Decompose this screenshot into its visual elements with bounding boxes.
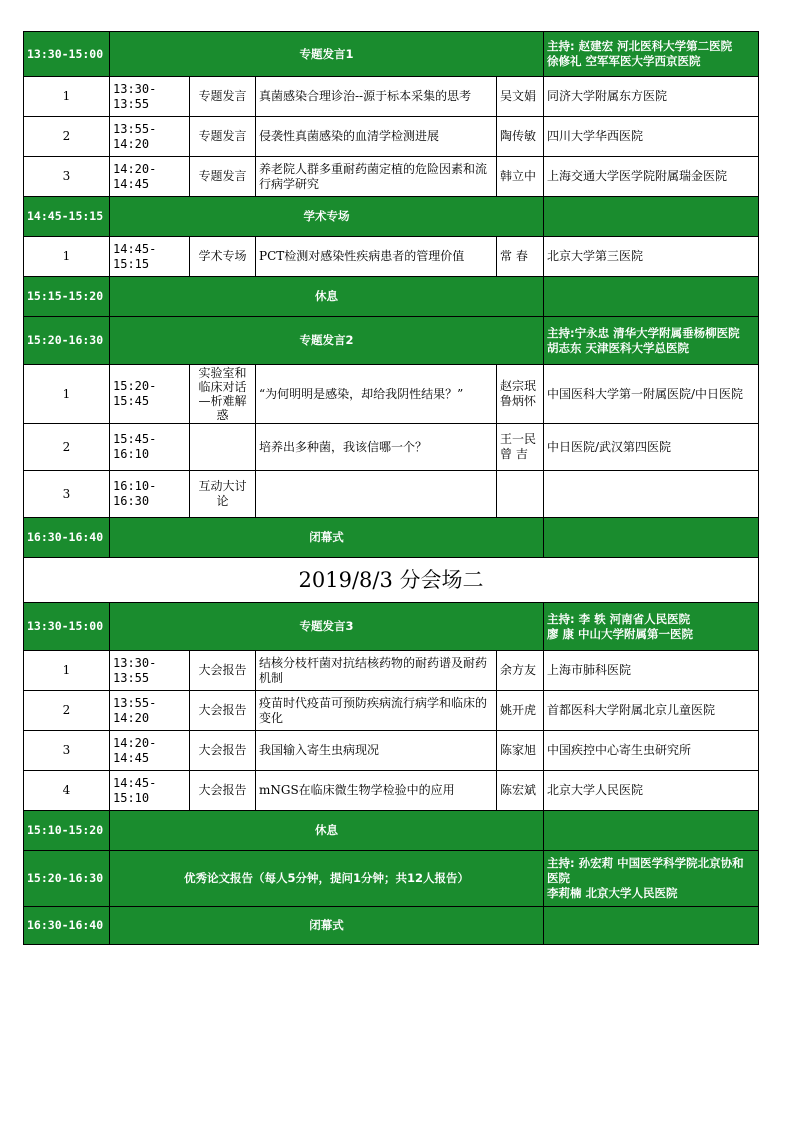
band-title: 专题发言3 <box>110 603 544 651</box>
row-topic: 侵袭性真菌感染的血清学检测进展 <box>256 117 497 157</box>
row-time: 13:55-14:20 <box>110 691 190 731</box>
row-time: 16:10-16:30 <box>110 471 190 518</box>
table-row <box>24 731 759 771</box>
schedule-table <box>23 31 759 945</box>
row-speaker: 王一民 曾 吉 <box>497 424 544 471</box>
session-band <box>24 197 759 237</box>
chair-line: 胡志东 天津医科大学总医院 <box>547 340 690 355</box>
row-number: 3 <box>24 157 110 197</box>
row-topic: 养老院人群多重耐药菌定植的危险因素和流行病学研究 <box>256 157 497 197</box>
band-time: 14:45-15:15 <box>24 197 110 237</box>
row-topic: “为何明明是感染，却给我阴性结果？” <box>256 365 497 424</box>
table-row <box>24 117 759 157</box>
band-chair <box>544 317 759 365</box>
row-type: 大会报告 <box>190 691 256 731</box>
chair-line: 主持: 赵建宏 河北医科大学第二医院 <box>547 39 733 53</box>
row-topic: 培养出多种菌，我该信哪一个？ <box>256 424 497 471</box>
band-time: 13:30-15:00 <box>24 603 110 651</box>
row-org: 上海交通大学医学院附属瑞金医院 <box>544 157 759 197</box>
session-band <box>24 518 759 558</box>
row-number: 3 <box>24 471 110 518</box>
row-org: 中国疾控中心寄生虫研究所 <box>544 731 759 771</box>
row-number: 1 <box>24 365 110 424</box>
row-number: 2 <box>24 117 110 157</box>
band-time: 15:10-15:20 <box>24 811 110 851</box>
row-number: 2 <box>24 691 110 731</box>
row-speaker: 陈宏斌 <box>497 771 544 811</box>
row-type: 大会报告 <box>190 731 256 771</box>
band-time: 15:20-16:30 <box>24 851 110 907</box>
band-chair <box>544 197 759 237</box>
table-row <box>24 237 759 277</box>
band-chair <box>544 811 759 851</box>
row-type: 专题发言 <box>190 157 256 197</box>
row-topic: 结核分枝杆菌对抗结核药物的耐药谱及耐药机制 <box>256 651 497 691</box>
row-topic: 真菌感染合理诊治--源于标本采集的思考 <box>256 77 497 117</box>
row-speaker: 余方友 <box>497 651 544 691</box>
row-type: 实验室和临床对话—析难解惑 <box>190 365 256 424</box>
table-row <box>24 77 759 117</box>
row-number: 1 <box>24 77 110 117</box>
session-band <box>24 811 759 851</box>
row-number: 2 <box>24 424 110 471</box>
table-row <box>24 771 759 811</box>
chair-line: 廖 康 中山大学附属第一医院 <box>547 626 694 641</box>
row-topic: 疫苗时代疫苗可预防疾病流行病学和临床的变化 <box>256 691 497 731</box>
table-row <box>24 157 759 197</box>
row-org: 上海市肺科医院 <box>544 651 759 691</box>
band-time: 15:20-16:30 <box>24 317 110 365</box>
session-band <box>24 851 759 907</box>
band-title: 专题发言1 <box>110 32 544 77</box>
row-topic <box>256 471 497 518</box>
chair-line: 主持:宁永忠 清华大学附属垂杨柳医院 <box>547 325 740 340</box>
row-topic: mNGS在临床微生物学检验中的应用 <box>256 771 497 811</box>
row-org <box>544 471 759 518</box>
row-speaker: 常 春 <box>497 237 544 277</box>
row-number: 1 <box>24 651 110 691</box>
band-chair <box>544 277 759 317</box>
band-chair <box>544 851 759 907</box>
date-heading: 2019/8/3 分会场二 <box>24 558 759 603</box>
band-title: 学术专场 <box>110 197 544 237</box>
row-org: 中国医科大学第一附属医院/中日医院 <box>544 365 759 424</box>
band-title: 闭幕式 <box>110 907 544 945</box>
session-band <box>24 32 759 77</box>
band-title: 休息 <box>110 277 544 317</box>
row-time: 13:30-13:55 <box>110 77 190 117</box>
row-org: 北京大学第三医院 <box>544 237 759 277</box>
row-org: 北京大学人民医院 <box>544 771 759 811</box>
band-time: 15:15-15:20 <box>24 277 110 317</box>
band-time: 16:30-16:40 <box>24 518 110 558</box>
row-org: 四川大学华西医院 <box>544 117 759 157</box>
row-org: 首都医科大学附属北京儿童医院 <box>544 691 759 731</box>
band-title: 专题发言2 <box>110 317 544 365</box>
chair-line: 主持: 李 轶 河南省人民医院 <box>547 611 691 626</box>
row-speaker: 陶传敏 <box>497 117 544 157</box>
row-time: 13:30-13:55 <box>110 651 190 691</box>
row-topic: 我国输入寄生虫病现况 <box>256 731 497 771</box>
session-band <box>24 907 759 945</box>
row-type: 大会报告 <box>190 651 256 691</box>
table-row <box>24 651 759 691</box>
row-type: 专题发言 <box>190 77 256 117</box>
row-speaker: 姚开虎 <box>497 691 544 731</box>
table-row <box>24 424 759 471</box>
row-org: 同济大学附属东方医院 <box>544 77 759 117</box>
band-title: 休息 <box>110 811 544 851</box>
row-time: 14:45-15:10 <box>110 771 190 811</box>
band-time: 16:30-16:40 <box>24 907 110 945</box>
chair-line: 李莉楠 北京大学人民医院 <box>547 886 678 900</box>
row-time: 15:45-16:10 <box>110 424 190 471</box>
row-number: 3 <box>24 731 110 771</box>
row-time: 15:20-15:45 <box>110 365 190 424</box>
band-chair <box>544 907 759 945</box>
row-type: 专题发言 <box>190 117 256 157</box>
band-time: 13:30-15:00 <box>24 32 110 77</box>
row-type: 互动大讨论 <box>190 471 256 518</box>
row-type: 学术专场 <box>190 237 256 277</box>
band-title: 闭幕式 <box>110 518 544 558</box>
session-band <box>24 277 759 317</box>
row-org: 中日医院/武汉第四医院 <box>544 424 759 471</box>
row-speaker: 赵宗珉 鲁炳怀 <box>497 365 544 424</box>
chair-line: 主持: 孙宏莉 中国医学科学院北京协和医院 <box>547 856 744 885</box>
row-topic: PCT检测对感染性疾病患者的管理价值 <box>256 237 497 277</box>
row-speaker: 韩立中 <box>497 157 544 197</box>
date-heading-row <box>24 558 759 603</box>
row-type: 大会报告 <box>190 771 256 811</box>
row-speaker: 陈家旭 <box>497 731 544 771</box>
row-speaker: 吴文娟 <box>497 77 544 117</box>
row-number: 4 <box>24 771 110 811</box>
band-chair <box>544 32 759 77</box>
row-speaker <box>497 471 544 518</box>
band-chair <box>544 603 759 651</box>
table-row <box>24 691 759 731</box>
row-number: 1 <box>24 237 110 277</box>
row-type <box>190 424 256 471</box>
session-band <box>24 317 759 365</box>
row-time: 14:20-14:45 <box>110 731 190 771</box>
table-row <box>24 471 759 518</box>
row-time: 14:45-15:15 <box>110 237 190 277</box>
band-chair <box>544 518 759 558</box>
chair-line: 徐修礼 空军军医大学西京医院 <box>547 54 701 68</box>
row-time: 14:20-14:45 <box>110 157 190 197</box>
row-time: 13:55-14:20 <box>110 117 190 157</box>
band-title: 优秀论文报告（每人5分钟，提问1分钟；共12人报告） <box>110 851 544 907</box>
session-band <box>24 603 759 651</box>
table-row <box>24 365 759 424</box>
